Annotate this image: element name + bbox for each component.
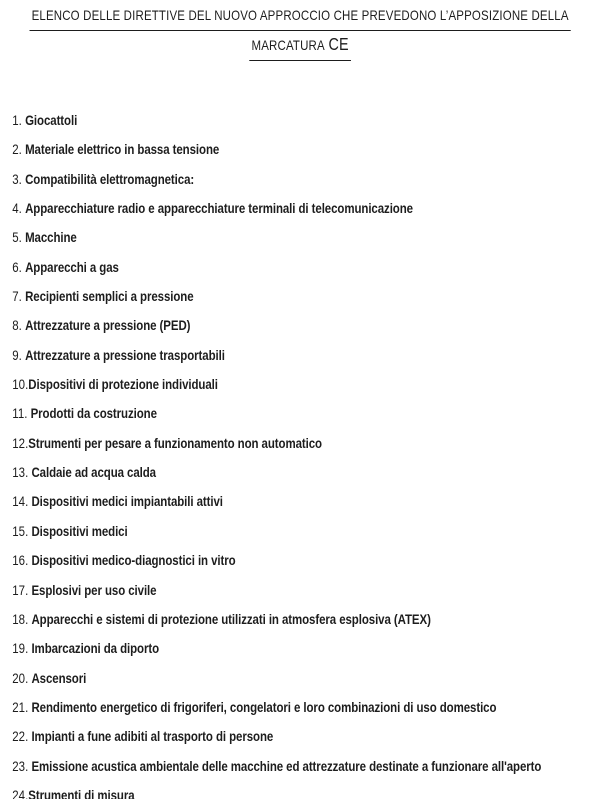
document-title-line1 <box>29 2 571 31</box>
directive-text: Giocattoli <box>25 112 78 128</box>
directive-text: Dispositivi medici <box>31 522 128 539</box>
directive-text: Imbarcazioni da diporto <box>31 640 160 657</box>
directive-item <box>12 693 600 722</box>
directive-item <box>12 165 600 194</box>
directive-number: 18. <box>12 610 32 627</box>
directive-text: Apparecchi a gas <box>25 258 119 275</box>
directive-item <box>12 223 600 252</box>
directive-number: 7. <box>12 288 26 305</box>
directive-text: Attrezzature a pressione trasportabili <box>25 346 225 363</box>
directive-number: 6. <box>12 258 26 275</box>
directive-number: 3. <box>12 170 26 187</box>
directive-text: Materiale elettrico in bassa tensione <box>25 141 220 158</box>
directive-number: 2. <box>12 141 26 158</box>
directive-text: Impianti a fune adibiti al trasporto di persone <box>31 728 274 745</box>
directive-number: 12. <box>12 434 29 451</box>
directive-text: Apparecchiature radio e apparecchiature terminali di telecomunicazione <box>25 200 413 217</box>
document-title-line1-row <box>0 2 600 31</box>
directive-item <box>12 634 600 663</box>
directive-number: 1. <box>12 112 26 128</box>
directive-item <box>12 576 600 605</box>
directive-text: Dispositivi medici impiantabili attivi <box>31 493 223 510</box>
directive-list <box>0 106 600 799</box>
directive-text: Recipienti semplici a pressione <box>25 288 194 305</box>
directive-number: 15. <box>12 522 32 539</box>
directive-number: 14. <box>12 493 32 510</box>
directive-text: Rendimento energetico di frigoriferi, congelatori e loro combinazioni di uso domestico <box>31 698 497 715</box>
document-title-line2 <box>249 31 351 61</box>
document-title-line2-row <box>0 31 600 61</box>
directive-text: Attrezzature a pressione (PED) <box>25 317 191 334</box>
directive-text: Ascensori <box>31 669 87 686</box>
directive-item <box>12 194 600 223</box>
directive-number: 4. <box>12 200 26 217</box>
directive-item <box>12 106 600 135</box>
directive-item <box>12 399 600 428</box>
directive-number: 21. <box>12 698 32 715</box>
directive-text: Esplosivi per uso civile <box>31 581 157 598</box>
directive-number: 22. <box>12 728 32 745</box>
directive-text: Prodotti da costruzione <box>30 405 157 422</box>
directive-text: Strumenti di misura <box>28 786 135 799</box>
directive-number: 13. <box>12 464 32 481</box>
directive-number: 17. <box>12 581 32 598</box>
directive-text: Emissione acustica ambientale delle macchine ed attrezzature destinate a funzionare all'aperto <box>31 757 542 774</box>
directive-text: Caldaie ad acqua calda <box>31 464 156 481</box>
directive-number: 11. <box>12 405 31 422</box>
directive-item <box>12 752 600 781</box>
directive-item <box>12 253 600 282</box>
directive-text: Compatibilità elettromagnetica: <box>25 170 195 187</box>
directive-text: Strumenti per pesare a funzionamento non automatico <box>28 434 322 451</box>
directive-item <box>12 282 600 311</box>
directive-item <box>12 664 600 693</box>
directive-number: 5. <box>12 229 26 246</box>
directive-item <box>12 458 600 487</box>
directive-item <box>12 605 600 634</box>
directive-item <box>12 517 600 546</box>
directive-number: 8. <box>12 317 26 334</box>
directive-text: Apparecchi e sistemi di protezione utilizzati in atmosfera esplosiva (ATEX) <box>31 610 431 627</box>
directive-item <box>12 135 600 164</box>
directive-item <box>12 722 600 751</box>
directive-item <box>12 370 600 399</box>
directive-item <box>12 429 600 458</box>
directive-item <box>12 781 600 799</box>
title-ce-mark: CE <box>328 34 349 54</box>
directive-number: 23. <box>12 757 32 774</box>
title-marcatura-text: MARCATURA <box>251 37 325 53</box>
directive-item <box>12 311 600 340</box>
directive-item <box>12 487 600 516</box>
directive-number: 20. <box>12 669 32 686</box>
directive-number: 19. <box>12 640 32 657</box>
directive-number: 10. <box>12 376 29 393</box>
directive-item <box>12 341 600 370</box>
document-header <box>0 0 600 61</box>
title-line1-text: ELENCO DELLE DIRETTIVE DEL NUOVO APPROCCIO CHE PREVEDONO L’APPOSIZIONE DELLA <box>31 7 569 23</box>
directive-item <box>12 546 600 575</box>
directive-text: Macchine <box>25 229 77 246</box>
directive-text: Dispositivi medico-diagnostici in vitro <box>31 552 236 569</box>
directive-text: Dispositivi di protezione individuali <box>28 376 218 393</box>
directive-number: 16. <box>12 552 32 569</box>
directive-number: 24. <box>12 786 29 799</box>
directive-number: 9. <box>12 346 26 363</box>
